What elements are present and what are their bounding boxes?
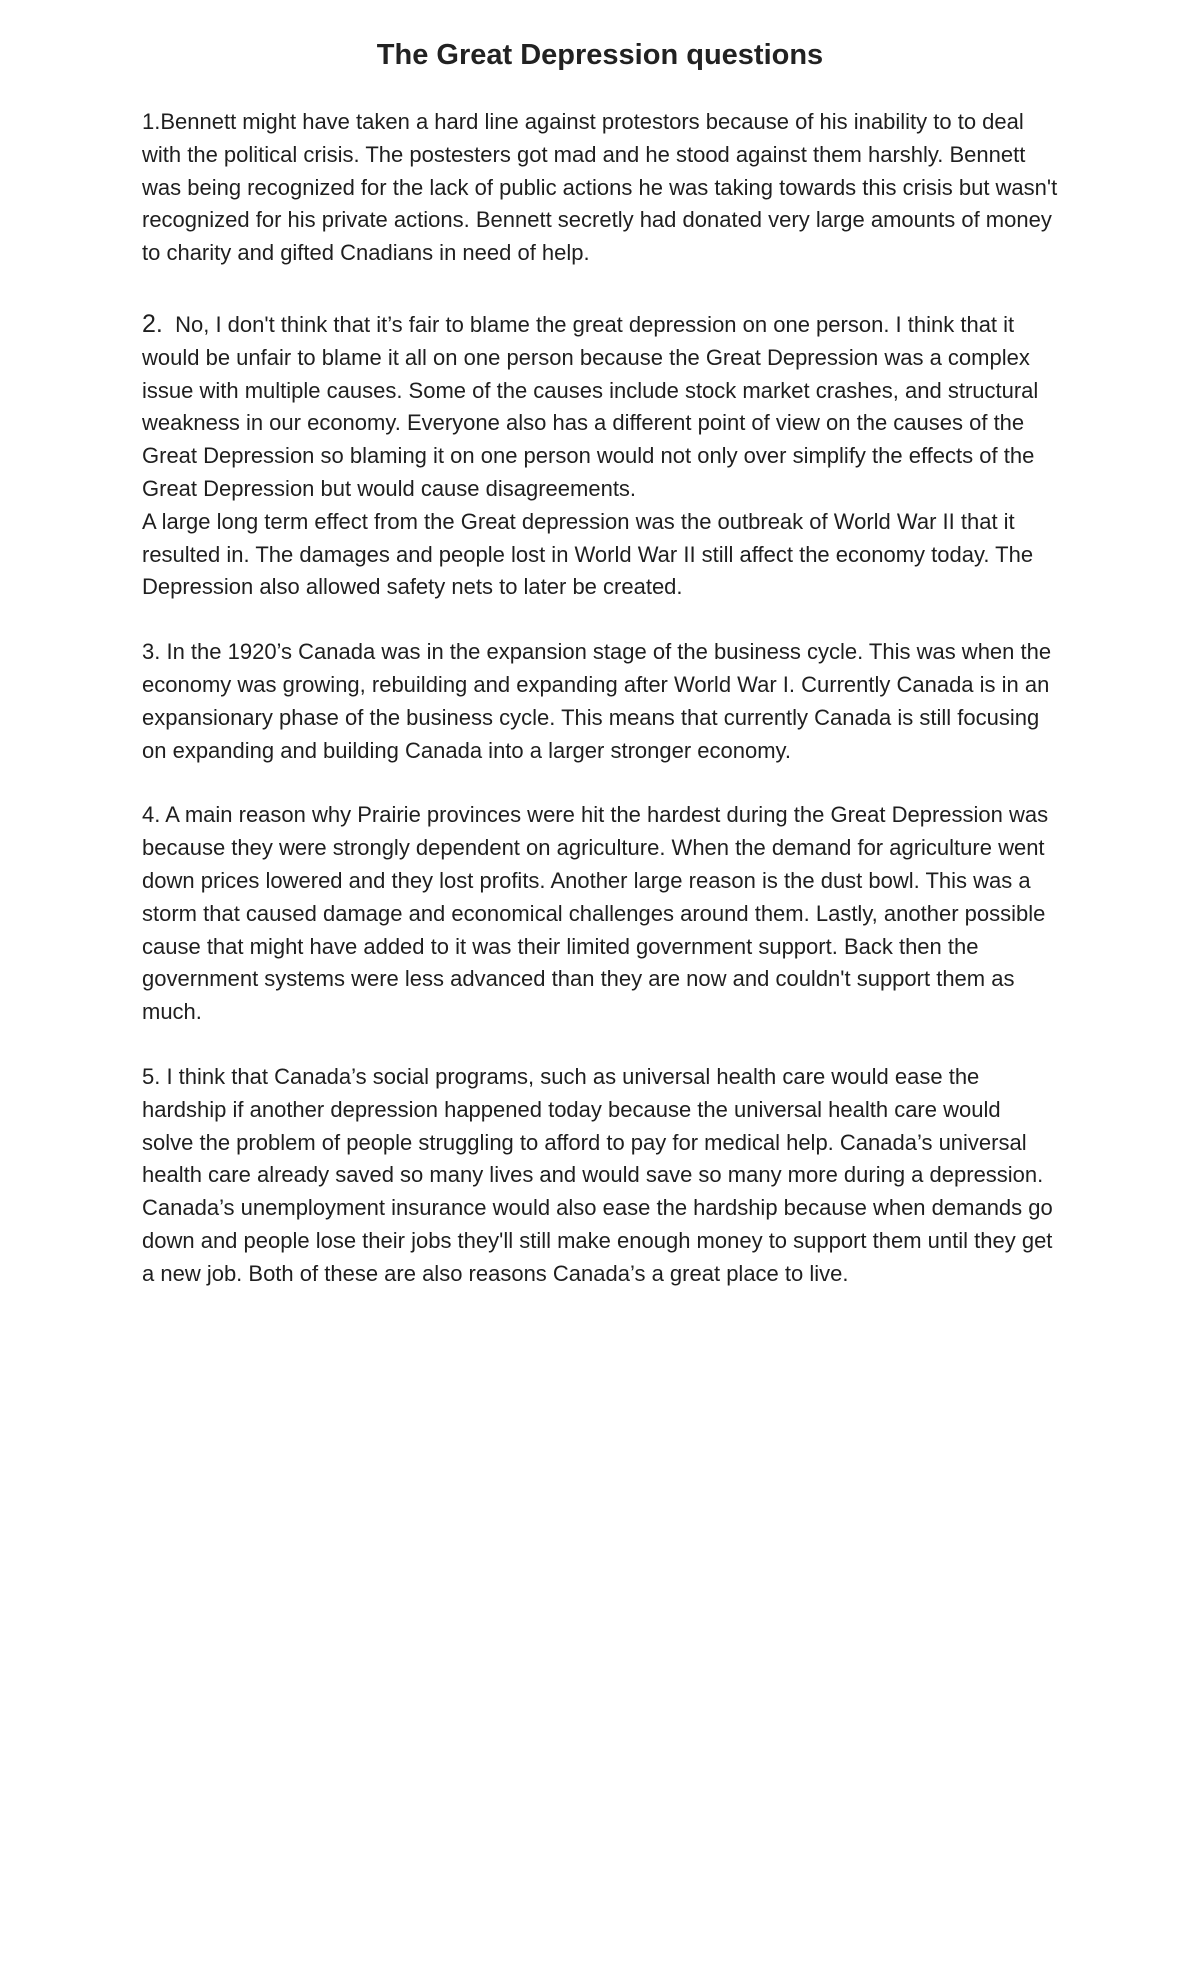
answer-2 [142, 308, 1058, 506]
answer-2-text: No, I don't think that it’s fair to blame the great depression on one person. I think that it would be unfair to blame it all on one person because the Great Depression was a complex issue with multiple causes. Some of the causes include stock market crashes, and structural weakness in our economy. Everyone also has a different point of view on the causes of the Great Depression so blaming it on one person would not only over simplify the effects of the Great Depression but would cause disagreements. [142, 311, 1039, 501]
paragraph-spacer [142, 767, 1058, 799]
paragraph-spacer [142, 604, 1058, 636]
paragraph-spacer [142, 270, 1058, 308]
answer-5: 5. I think that Canada’s social programs, such as universal health care would ease the hardship if another depression happened today because the universal health care would solve the problem of people struggling to afford to pay for medical help. Canada’s universal health care already saved so many lives and would save so many more during a depression. Canada’s unemployment insurance would also ease the hardship because when demands go down and people lose their jobs they'll still make enough money to support them until they get a new job. Both of these are also reasons Canada’s a great place to live. [142, 1063, 1053, 1286]
answer-3: 3. In the 1920’s Canada was in the expansion stage of the business cycle. This was when the economy was growing, rebuilding and expanding after World War I. Currently Canada is in an expansionary phase of the business cycle. This means that currently Canada is still focusing on expanding and building Canada into a larger stronger economy. [142, 639, 1052, 763]
paragraph-spacer [142, 1029, 1058, 1061]
answer-2-number: 2. [142, 309, 163, 338]
answer-2-continued: A large long term effect from the Great depression was the outbreak of World War II that it resulted in. The damages and people lost in World War II still affect the economy today. The Depression also allowed safety nets to later be created. [142, 508, 1034, 600]
document-title: The Great Depression questions [376, 39, 824, 71]
answer-4: 4. A main reason why Prairie provinces were hit the hardest during the Great Depression was because they were strongly dependent on agriculture. When the demand for agriculture went down prices lowered and they lost profits. Another large reason is the dust bowl. This was a storm that caused damage and economical challenges around them. Lastly, another possible cause that might have added to it was their limited government support. Back then the government systems were less advanced than they are now and couldn't support them as much. [142, 802, 1049, 1025]
answer-1: 1.Bennett might have taken a hard line against protestors because of his inability to to deal with the political crisis. The postesters got mad and he stood against them harshly. Bennett was being recognized for the lack of public actions he was taking towards this crisis but wasn't recognized for his private actions. Bennett secretly had donated very large amounts of money to charity and gifted Cnadians in need of help. [142, 109, 1058, 266]
